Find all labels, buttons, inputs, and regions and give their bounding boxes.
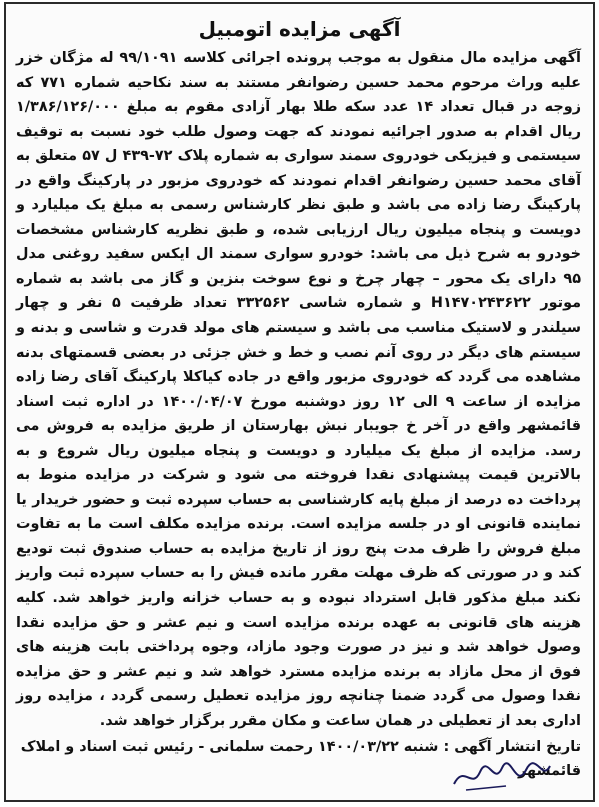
publication-date-line: تاریخ انتشار آگهی : شنبه ۱۴۰۰/۰۳/۲۲ رحمت سلمانی - رئیس ثبت اسناد و املاک <box>20 739 581 756</box>
newspaper-clipping <box>4 2 595 802</box>
notice-body: آگهی مزایده مال منقول به موجب پرونده اجرائی کلاسه ۹۹/۱۰۹۱ له مژگان خزر علیه وراث مرحوم محمد حسین رضوانفر مستند به سند نکاحیه شماره ۷۷۱ که زوجه در قبال تعداد ۱۴ عدد سکه طلا بهار آزادی مقوم به مبلغ ۱/۳۸۶/۱۲۶/۰۰۰ ریال اقدام به صدور اجرائیه نمودند که جهت وصول طلب خود نسبت به توقیف سیستمی و فیزیکی خودروی سمند سواری به شماره پلاک ۷۲-۴۳۹ ل ۵۷ متعلق به آقای محمد حسین رضوانفر اقدام نمودند که خودروی مزبور در پارکینگ واقع در پارکینگ رضا زاده می باشد و طبق نظر کارشناس رسمی به مبلغ یک میلیارد و دویست و پنجاه میلیون ریال ارزیابی شده، و طبق نظریه کارشناس مشخصات خودرو به شرح ذیل می باشد: خودرو سواری سمند ال ایکس سفید روغنی مدل ۹۵ دارای یک محور – چهار چرخ و نوع سوخت بنزین و گاز می باشد به شماره موتور H۱۴۷۰۲۴۳۶۲۲ و شماره شاسی ۳۳۲۵۶۲ تعداد ظرفیت ۵ نفر و چهار سیلندر و لاستیک مناسب می باشد و سیستم های مولد قدرت و شاسی و بدنه و سیستم های دیگر در روی آنم نصب و خط و خش جزئی در بعضی قسمتهای بدنه مشاهده می گردد که خودروی مزبور واقع در جاده کیاکلا پارکینگ آقای رضا زاده مزایده از ساعت ۹ الی ۱۲ روز دوشنبه مورخ ۱۴۰۰/۰۴/۰۷ در اداره ثبت اسناد قائمشهر واقع در آخر خ جویبار نبش بهارستان از طریق مزایده به فروش می رسد. مزایده از مبلغ یک میلیارد و دویست و پنجاه میلیون ریال شروع و به بالاترین قیمت پیشنهادی نقدا فروخته می شود و شرکت در مزایده منوط به پرداخت ده درصد از مبلغ پایه کارشناسی به حساب سپرده ثبت و حضور خریدار یا نماینده قانونی او در جلسه مزایده است. برنده مزایده مکلف است ما به تفاوت مبلغ فروش را ظرف مدت پنج روز از تاریخ مزایده به حساب صندوق ثبت تودیع کند و در صورتی که ظرف مهلت مقرر مانده فیش را به حساب سپرده ثبت واریز نکند مبلغ مذکور قابل استرداد نبوده و به حساب خزانه واریز خواهد شد. کلیه هزینه های قانونی به عهده برنده مزایده است و نیم عشر و حق مزایده نقدا وصول خواهد شد و نیز در صورت وجود مازاد، وجوه پرداختی بابت هزینه های فوق از محل مازاد به برنده مزایده مسترد خواهد شد و نیم عشر و حق مزایده نقدا وصول می گردد ضمنا چنانچه روز مزایده تعطیل رسمی گردد ، مزایده روز اداری بعد از تعطیلی در همان ساعت و مکان مقرر برگزار خواهد شد. <box>16 50 582 729</box>
notice-title: آگهی مزایده اتومبیل <box>198 17 401 41</box>
city-line: قائمشهر <box>518 763 581 780</box>
handwritten-signature <box>446 756 556 796</box>
